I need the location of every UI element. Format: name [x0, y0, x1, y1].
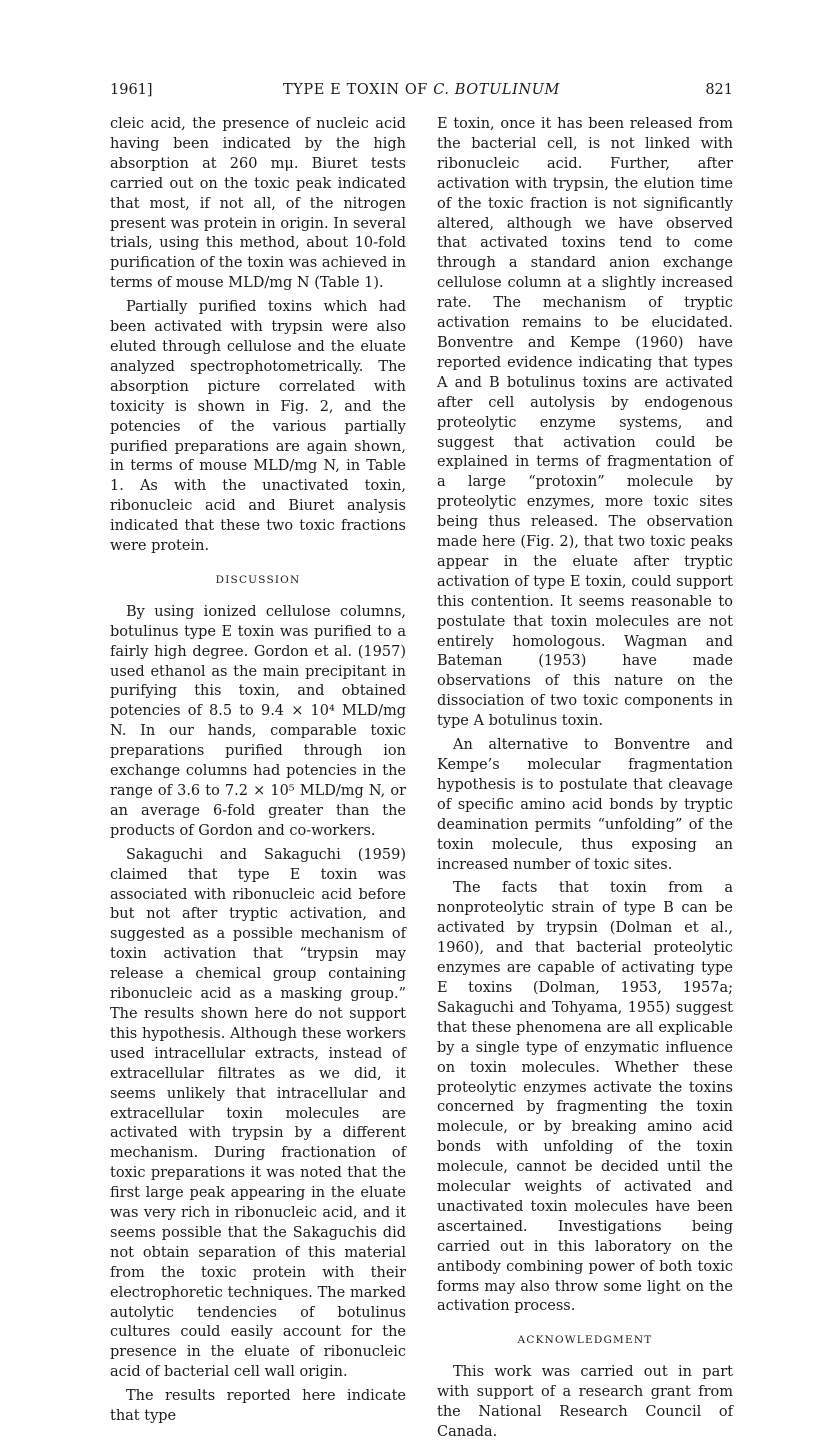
- paragraph: E toxin, once it has been released from the bacterial cell, is not linked with ribonucleic acid. Further, after activation with trypsin, the elution time of the toxic fraction is not significantly altered, although we have observed that activated toxins tend to come through a standard anion exchange cellulose column at a slightly increased rate. The mechanism of tryptic activation remains to be elucidated. Bonventre and Kempe (1960) have reported evidence indicating that types A and B botulinus toxins are activated after cell autolysis by endogenous proteolytic enzyme systems, and suggest that activation could be explained in terms of fragmentation of a large “protoxin” molecule by proteolytic enzymes, more toxic sites being thus released. The observation made here (Fig. 2), that two toxic peaks appear in the eluate after tryptic activation of type E toxin, could support this contention. It seems reasonable to postulate that toxin molecules are not entirely homologous. Wagman and Bateman (1953) have made observations of this nature on the dissociation of two toxic components in type A botulinus toxin.: [437, 116, 733, 730]
- acknowledgment-heading: ACKNOWLEDGMENT: [517, 1334, 653, 1347]
- volume-year: 1961]: [110, 82, 153, 98]
- paragraph: Sakaguchi and Sakaguchi (1959) claimed that type E toxin was associated with ribonucleic acid before but not after tryptic activation, and suggested as a possible mechanism of toxin activation that “trypsin may release a chemical group containing ribonucleic acid as a masking group.” The results shown here do not support this hypothesis. Although these workers used intracellular extracts, instead of extracellular filtrates as we did, it seems unlikely that intracellular and extracellular toxin molecules are activated with trypsin by a different mechanism. During fractionation of toxic preparations it was noted that the first large peak appearing in the eluate was very rich in ribonucleic acid, and it seems possible that the Sakaguchis did not obtain separation of this material from the toxic protein with their electrophoretic techniques. The marked autolytic tendencies of botulinus cultures could easily account for the presence in the eluate of ribonucleic acid of bacterial cell wall origin.: [110, 846, 406, 1381]
- paragraph: Partially purified toxins which had been activated with trypsin were also eluted through cellulose and the eluate analyzed spectrophotometrically. The absorption picture correlated with toxicity is shown in Fig. 2, and the potencies of the various partially purified preparations are again shown, in terms of mouse MLD/mg N, in Table 1. As with the unactivated toxin, ribonucleic acid and Biuret analysis indicated that these two toxic fractions were protein.: [110, 299, 406, 555]
- running-title-prefix: TYPE E TOXIN OF: [282, 82, 434, 98]
- paragraph: cleic acid, the presence of nucleic acid having been indicated by the high absorption at 260 mμ. Biuret tests carried out on the toxic peak indicated that most, if not all, of the nitrogen present was protein in origin. In several trials, using this method, about 10-fold purification of the toxin was achieved in terms of mouse MLD/mg N (Table 1).: [110, 116, 406, 292]
- page-number: 821: [705, 82, 733, 98]
- discussion-heading: DISCUSSION: [215, 573, 301, 586]
- right-column: [437, 115, 733, 1443]
- paragraph: An alternative to Bonventre and Kempe’s molecular fragmentation hypothesis is to postulate that cleavage of specific amino acid bonds by tryptic deamination permits “unfolding” of the toxin molecule, thus exposing an increased number of toxic sites.: [437, 737, 733, 873]
- running-head: [110, 80, 733, 100]
- running-title: [110, 80, 733, 100]
- paragraph: This work was carried out in part with support of a research grant from the National Research Council of Canada.: [437, 1364, 733, 1440]
- left-column: [110, 115, 406, 1427]
- running-title-species: C. BOTULINUM: [433, 82, 560, 98]
- paragraph: The facts that toxin from a nonproteolytic strain of type B can be activated by trypsin (Dolman et al., 1960), and that bacterial proteolytic enzymes are capable of activating type E toxins (Dolman, 1953, 1957a; Sakaguchi and Tohyama, 1955) suggest that these phenomena are all explicable by a single type of enzymatic influence on toxin molecules. Whether these proteolytic enzymes activate the toxins concerned by fragmenting the toxin molecule, or by breaking amino acid bonds with unfolding of the toxin molecule, cannot be decided until the molecular weights of activated and unactivated toxin molecules have been ascertained. Investigations being carried out in this laboratory on the antibody combining power of both toxic forms may also throw some light on the activation process.: [437, 880, 733, 1315]
- paragraph: By using ionized cellulose columns, botulinus type E toxin was purified to a fairly high degree. Gordon et al. (1957) used ethanol as the main precipitant in purifying this toxin, and obtained potencies of 8.5 to 9.4 × 10⁴ MLD/mg N. In our hands, comparable toxic preparations purified through ion exchange columns had potencies in the range of 3.6 to 7.2 × 10⁵ MLD/mg N, or an average 6-fold greater than the products of Gordon and co-workers.: [110, 603, 406, 839]
- paragraph: The results reported here indicate that type: [110, 1388, 406, 1425]
